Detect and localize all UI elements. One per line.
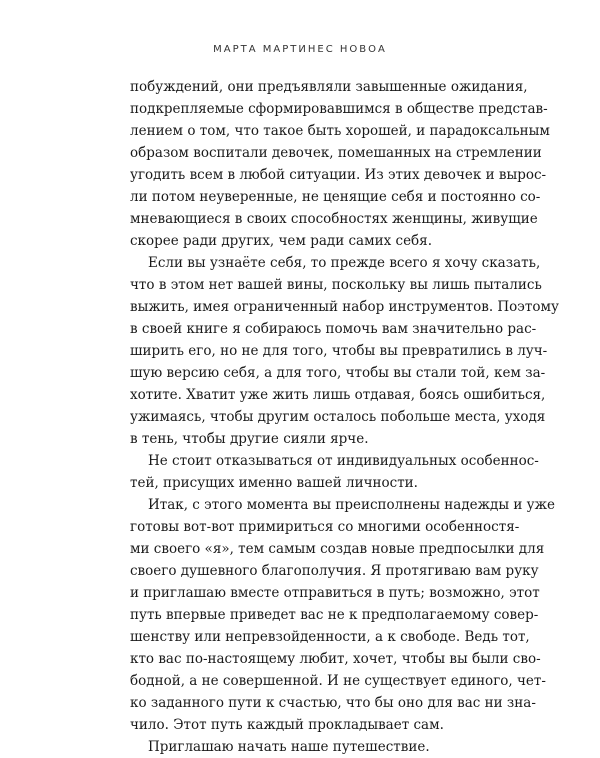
text-line: хотите. Хватит уже жить лишь отдавая, боясь ошибиться, xyxy=(130,387,546,403)
paragraph xyxy=(130,76,550,252)
paragraph xyxy=(130,450,539,494)
text-line: готовы вот-вот примириться со многими особенностя- xyxy=(130,519,520,535)
text-line: кто вас по-настоящему любит, хочет, чтобы вы были сво- xyxy=(130,651,541,667)
text-line: мневающиеся в своих способностях женщины, живущие xyxy=(130,211,538,227)
text-line: Итак, с этого момента вы преисполнены надежды и уже xyxy=(148,497,556,513)
text-line: скорее ради других, чем ради самих себя. xyxy=(130,233,432,249)
text-line: Приглашаю начать наше путешествие. xyxy=(148,739,430,755)
text-line: образом воспитали девочек, помешанных на стремлении xyxy=(130,145,542,161)
text-line: подкрепляемые сформировавшимся в обществе представ- xyxy=(130,101,548,117)
text-line: угодить всем в любой ситуации. Из этих девочек и вырос- xyxy=(130,167,547,183)
running-head: МАРТА МАРТИНЕС НОВОА xyxy=(213,44,387,55)
text-line: тей, присущих именно вашей личности. xyxy=(130,475,418,491)
text-line: шую версию себя, а для того, чтобы вы стали той, кем за- xyxy=(130,365,546,381)
text-line: выжить, имея ограниченный набор инструментов. Поэтому xyxy=(130,299,559,315)
text-line: Не стоит отказываться от индивидуальных особеннос- xyxy=(148,453,539,469)
text-line: лением о том, что такое быть хорошей, и парадоксальным xyxy=(130,123,550,139)
text-line: ко заданного пути к счастью, что бы оно для вас ни зна- xyxy=(130,695,536,711)
paragraph xyxy=(130,736,470,758)
text-line: путь впервые приведет вас не к предполагаемому совер- xyxy=(130,607,539,623)
text-line: бодной, а не совершенной. И не существует единого, чет- xyxy=(130,673,546,689)
text-line: побуждений, они предъявляли завышенные ожидания, xyxy=(130,79,528,95)
text-line: в тень, чтобы другие сияли ярче. xyxy=(130,431,369,447)
text-line: и приглашаю вместе отправиться в путь; возможно, этот xyxy=(130,585,540,601)
text-line: чило. Этот путь каждый прокладывает сам. xyxy=(130,717,444,733)
text-line: ширить его, но не для того, чтобы вы превратились в луч- xyxy=(130,343,548,359)
text-line: ми своего «я», тем самым создав новые предпосылки для xyxy=(130,541,545,557)
text-line: ли потом неуверенные, не ценящие себя и постоянно со- xyxy=(130,189,541,205)
text-line: ужимаясь, чтобы другим осталось побольше места, уходя xyxy=(130,409,546,425)
text-line: в своей книге я собираюсь помочь вам значительно рас- xyxy=(130,321,537,337)
text-line: Если вы узнаёте себя, то прежде всего я хочу сказать, xyxy=(148,255,541,271)
paragraph xyxy=(130,252,559,450)
text-line: что в этом нет вашей вины, поскольку вы лишь пытались xyxy=(130,277,542,293)
paragraph xyxy=(130,494,556,736)
text-line: шенству или непревзойденности, а к свободе. Ведь тот, xyxy=(130,629,530,645)
body-text xyxy=(130,76,559,758)
text-line: своего душевного благополучия. Я протягиваю вам руку xyxy=(130,563,539,579)
